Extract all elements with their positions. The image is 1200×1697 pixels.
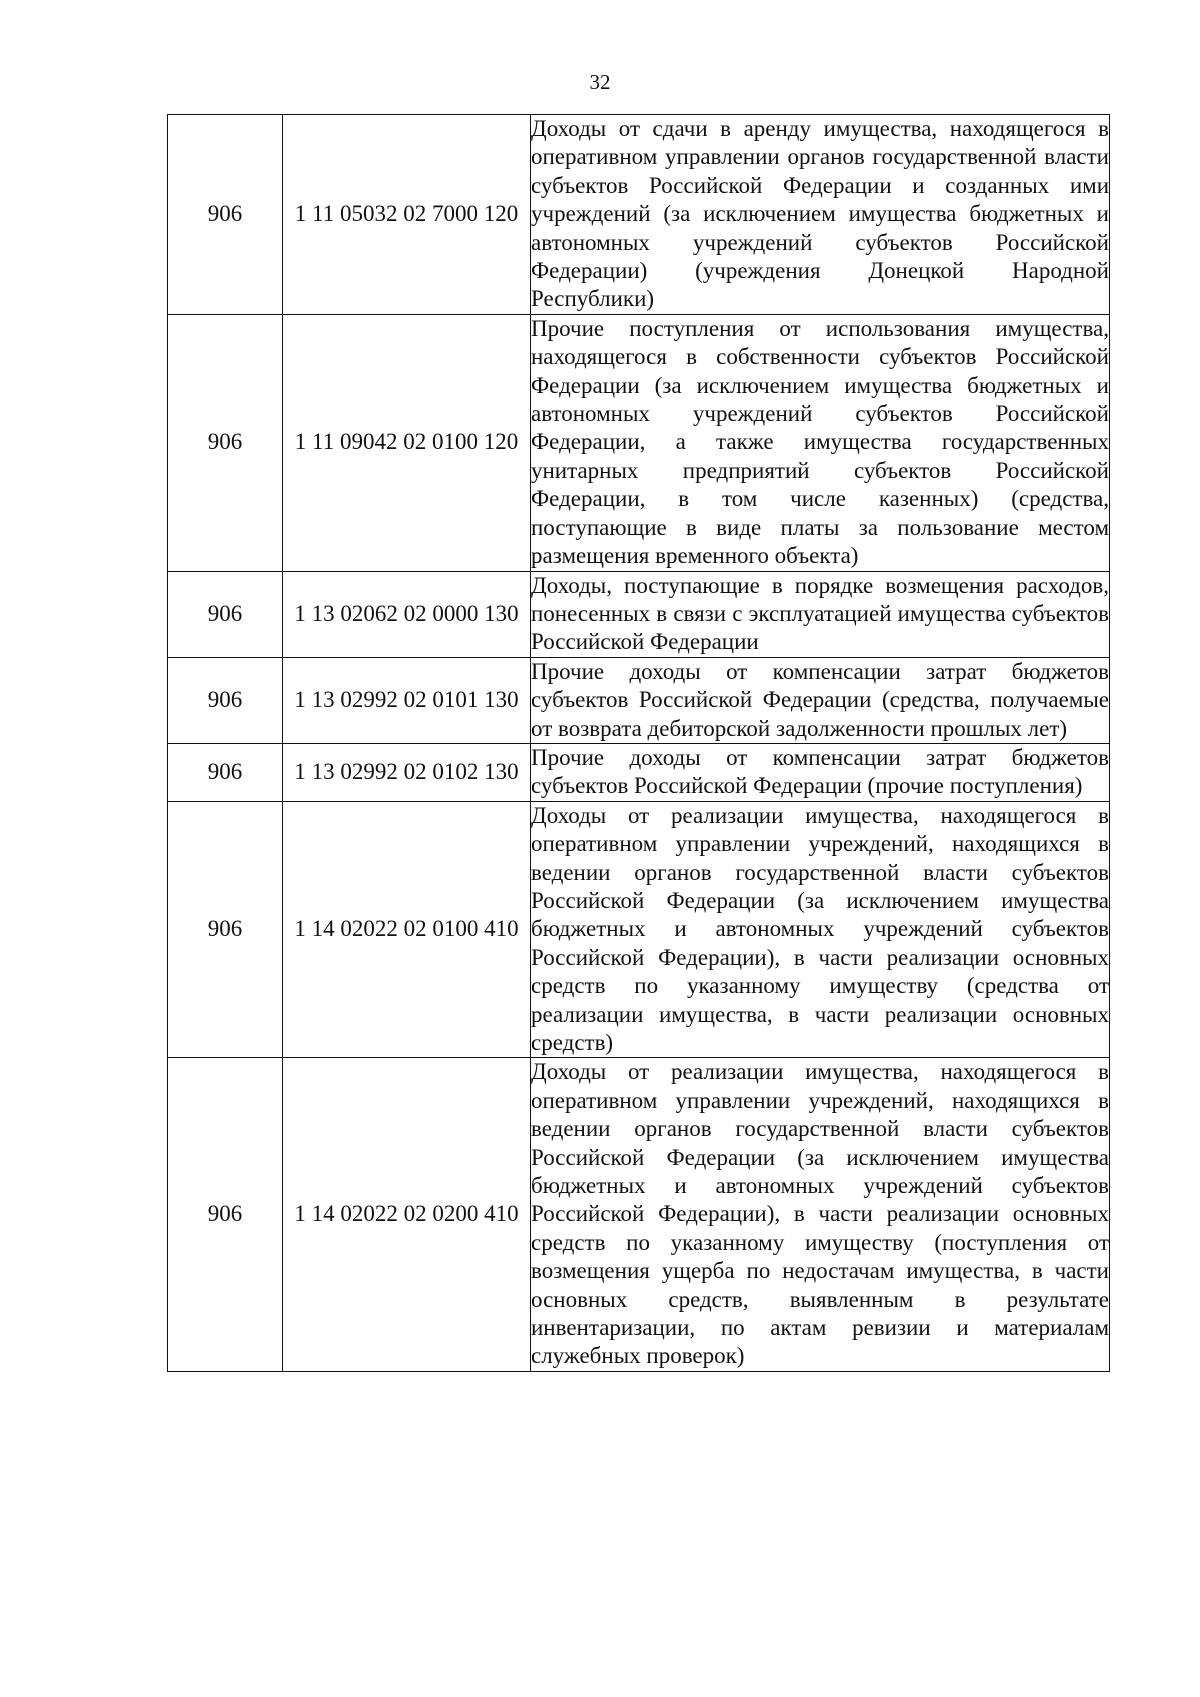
admin-code-cell: 906: [168, 743, 283, 801]
description-cell: Доходы от реализации имущества, находящегося в оперативном управлении учреждений, находящихся в ведении органов государственной власти субъектов Российской Федерации (за исключением имущества бюджетных и автономных учреждений субъектов Российской Федерации), в части реализации основных средств по указанному имуществу (поступления от возмещения ущерба по недостачам имущества, в части основных средств, выявленным в результате инвентаризации, по актам ревизии и материалам служебных проверок): [531, 1058, 1110, 1371]
page-number: 32: [589, 70, 611, 94]
description-cell: Прочие поступления от использования имущества, находящегося в собственности субъектов Российской Федерации (за исключением имущества бюджетных и автономных учреждений субъектов Российской Федерации, а также имущества государственных унитарных предприятий субъектов Российской Федерации, в том числе казенных) (средства, поступающие в виде платы за пользование местом размещения временного объекта): [531, 314, 1110, 571]
income-codes-table: [167, 114, 1110, 1372]
admin-code-cell: 906: [168, 1058, 283, 1371]
kbk-code-cell: 1 11 05032 02 7000 120: [283, 115, 531, 315]
table-row: [168, 314, 1110, 571]
kbk-code-cell: 1 13 02992 02 0102 130: [283, 743, 531, 801]
admin-code-cell: 906: [168, 115, 283, 315]
description-cell: Доходы от сдачи в аренду имущества, находящегося в оперативном управлении органов государственной власти субъектов Российской Федерации и созданных ими учреждений (за исключением имущества бюджетных и автономных учреждений субъектов Российской Федерации) (учреждения Донецкой Народной Республики): [531, 115, 1110, 315]
admin-code-cell: 906: [168, 571, 283, 657]
description-cell: Доходы, поступающие в порядке возмещения расходов, понесенных в связи с эксплуатацией имущества субъектов Российской Федерации: [531, 571, 1110, 657]
admin-code-cell: 906: [168, 314, 283, 571]
table-row: [168, 1058, 1110, 1371]
kbk-code-cell: 1 14 02022 02 0200 410: [283, 1058, 531, 1371]
table-row: [168, 801, 1110, 1058]
description-cell: Прочие доходы от компенсации затрат бюджетов субъектов Российской Федерации (прочие поступления): [531, 743, 1110, 801]
table-row: [168, 657, 1110, 743]
table-row: [168, 571, 1110, 657]
table-row: [168, 743, 1110, 801]
kbk-code-cell: 1 13 02062 02 0000 130: [283, 571, 531, 657]
admin-code-cell: 906: [168, 801, 283, 1058]
description-cell: Прочие доходы от компенсации затрат бюджетов субъектов Российской Федерации (средства, получаемые от возврата дебиторской задолженности прошлых лет): [531, 657, 1110, 743]
kbk-code-cell: 1 11 09042 02 0100 120: [283, 314, 531, 571]
table-row: [168, 115, 1110, 315]
description-cell: Доходы от реализации имущества, находящегося в оперативном управлении учреждений, находящихся в ведении органов государственной власти субъектов Российской Федерации (за исключением имущества бюджетных и автономных учреждений субъектов Российской Федерации), в части реализации основных средств по указанному имуществу (средства от реализации имущества, в части реализации основных средств): [531, 801, 1110, 1058]
admin-code-cell: 906: [168, 657, 283, 743]
kbk-code-cell: 1 14 02022 02 0100 410: [283, 801, 531, 1058]
kbk-code-cell: 1 13 02992 02 0101 130: [283, 657, 531, 743]
